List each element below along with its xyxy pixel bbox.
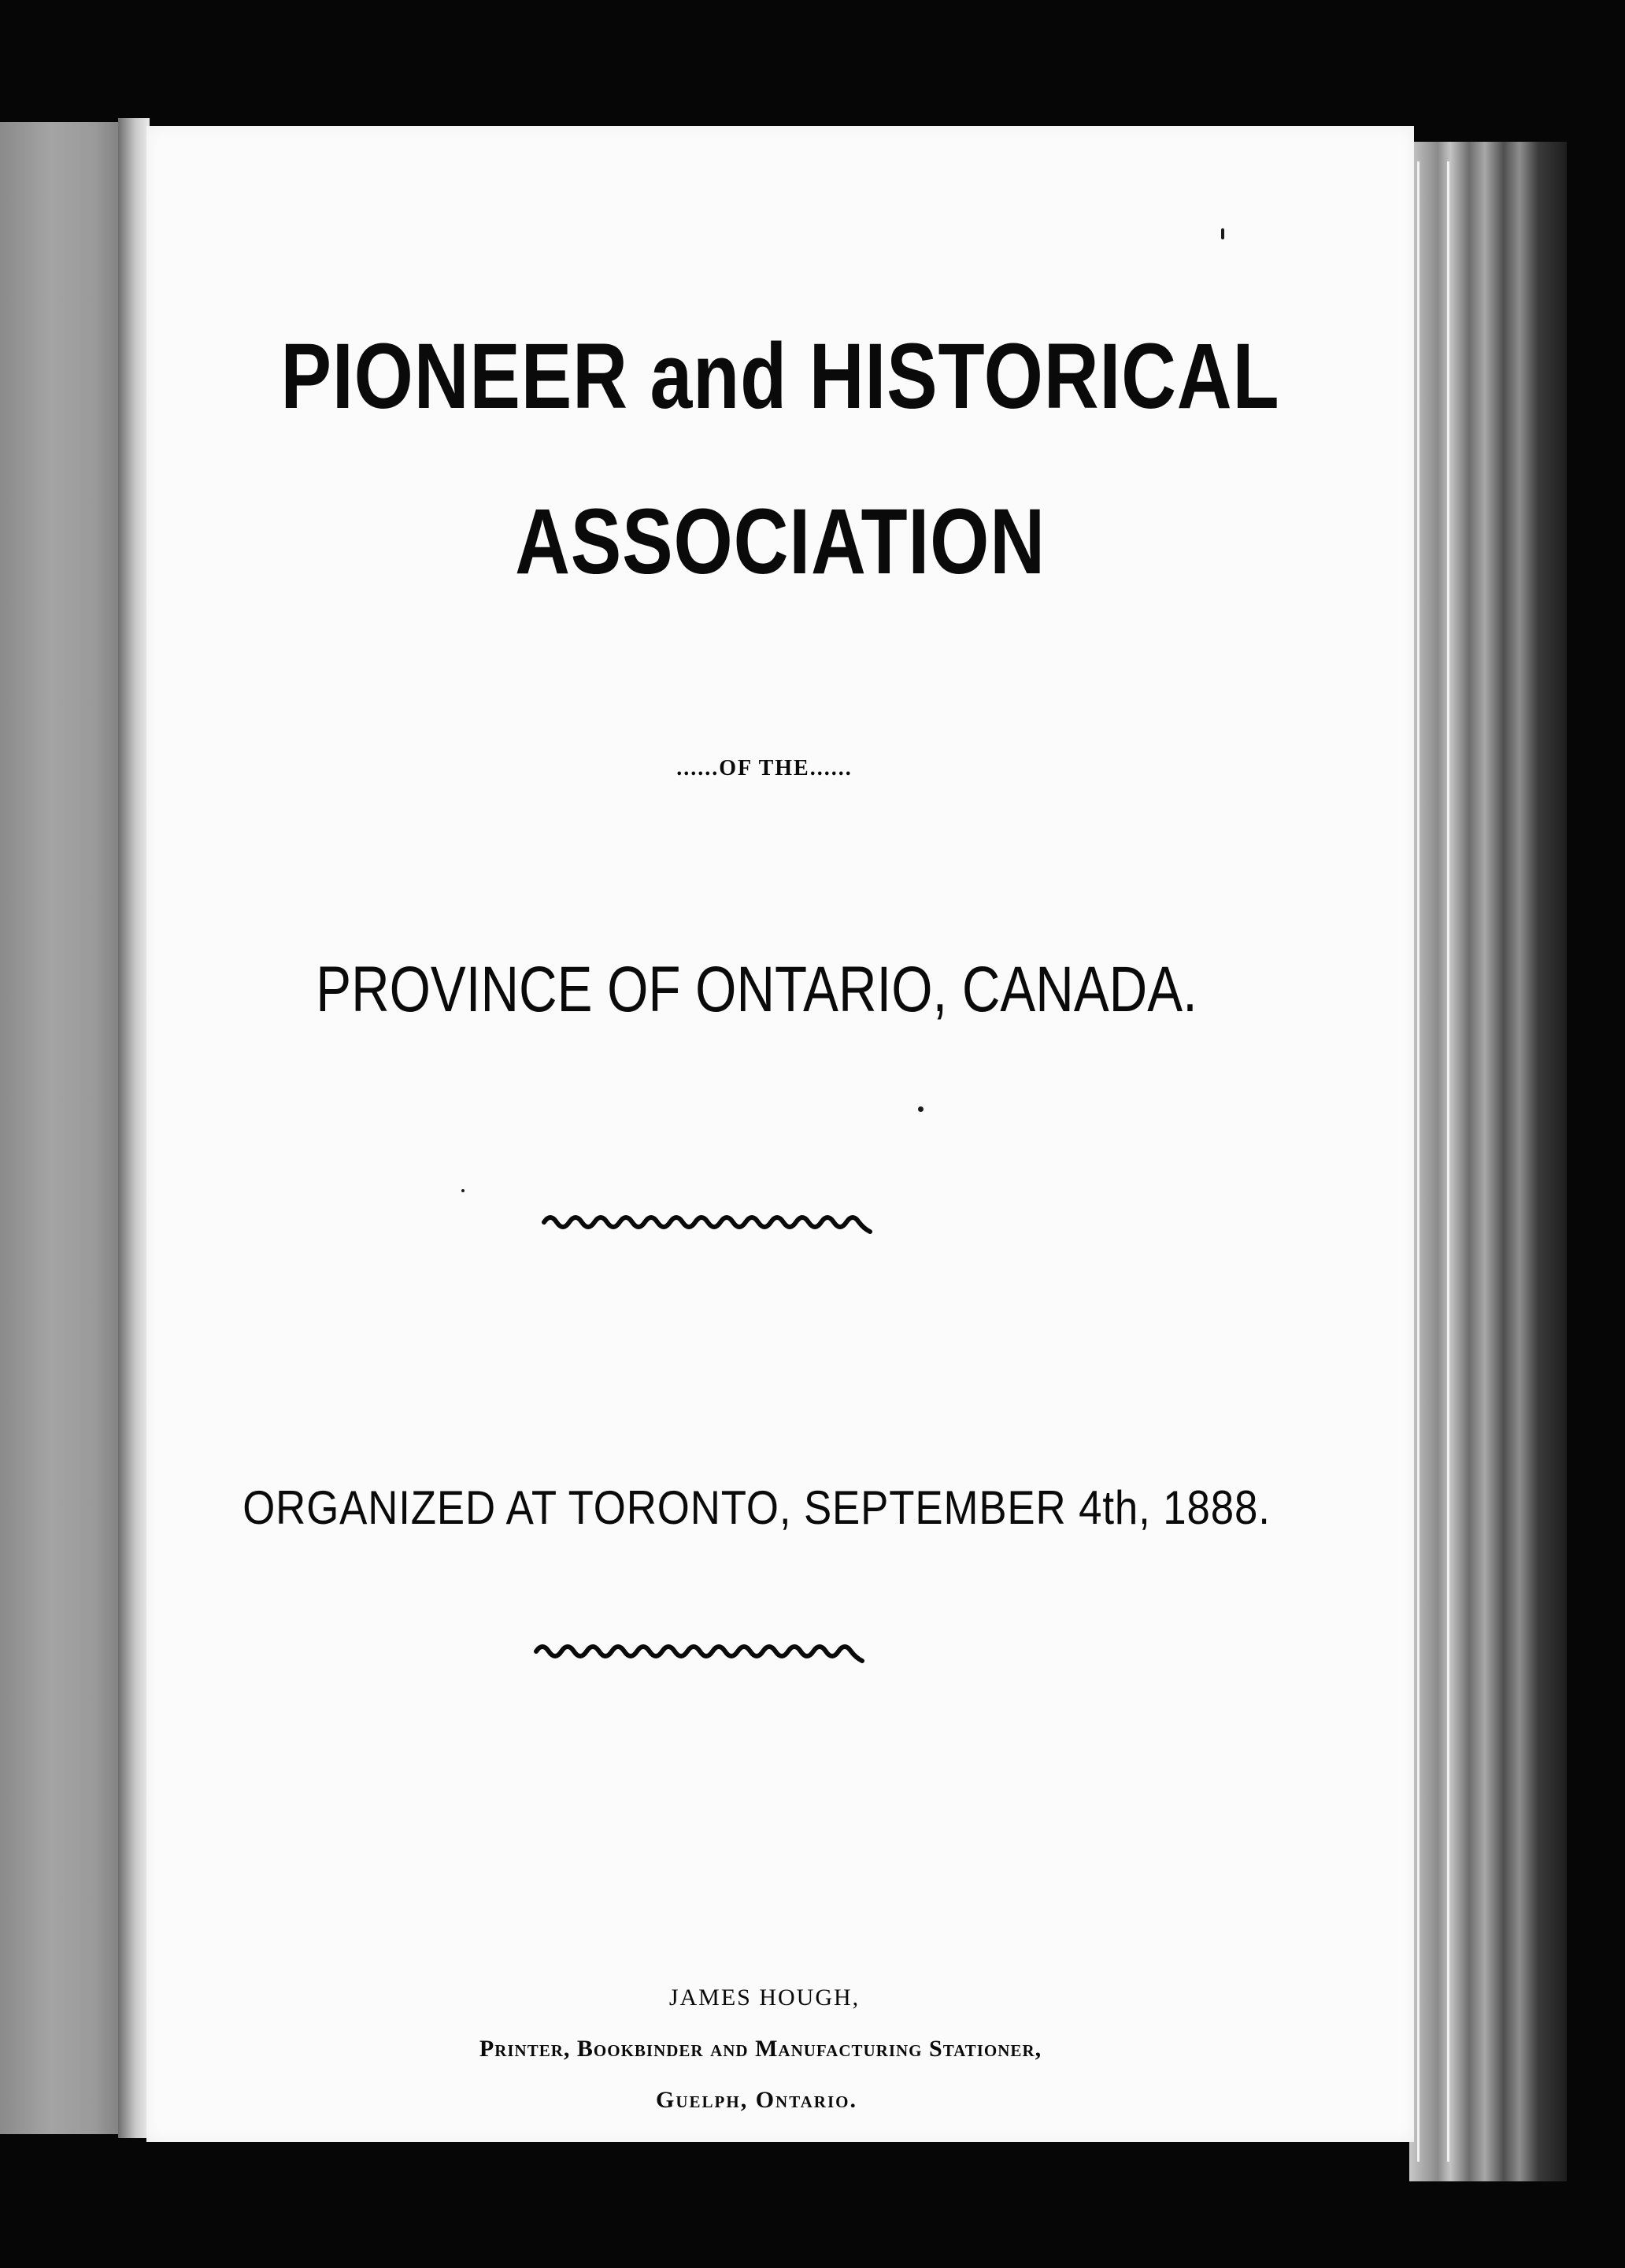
- page-edge-line: [1447, 161, 1449, 2162]
- organized-line: ORGANIZED AT TORONTO, SEPTEMBER 4th, 1888.: [242, 1481, 1271, 1534]
- title-line-2: ASSOCIATION: [515, 490, 1046, 594]
- wavy-rule-ornament: [540, 1205, 879, 1244]
- print-speck: [918, 1106, 924, 1112]
- facing-page-edge: [0, 122, 126, 2134]
- connector-text: ......OF THE......: [676, 756, 853, 780]
- page-edge-line: [1417, 161, 1420, 2162]
- title-page: [146, 126, 1414, 2142]
- printer-place: Guelph, Ontario.: [656, 2087, 857, 2113]
- province-line: PROVINCE OF ONTARIO, CANADA.: [316, 954, 1197, 1025]
- gutter-shadow: [118, 118, 150, 2138]
- wavy-rule-ornament: [532, 1634, 871, 1673]
- print-speck: [1221, 228, 1224, 239]
- page-stack-edges: [1409, 142, 1567, 2181]
- printer-name: JAMES HOUGH,: [668, 1984, 861, 2010]
- printer-trade: Printer, Bookbinder and Manufacturing Stationer,: [479, 2036, 1042, 2062]
- title-line-1: PIONEER and HISTORICAL: [280, 324, 1280, 428]
- print-speck: [461, 1189, 465, 1192]
